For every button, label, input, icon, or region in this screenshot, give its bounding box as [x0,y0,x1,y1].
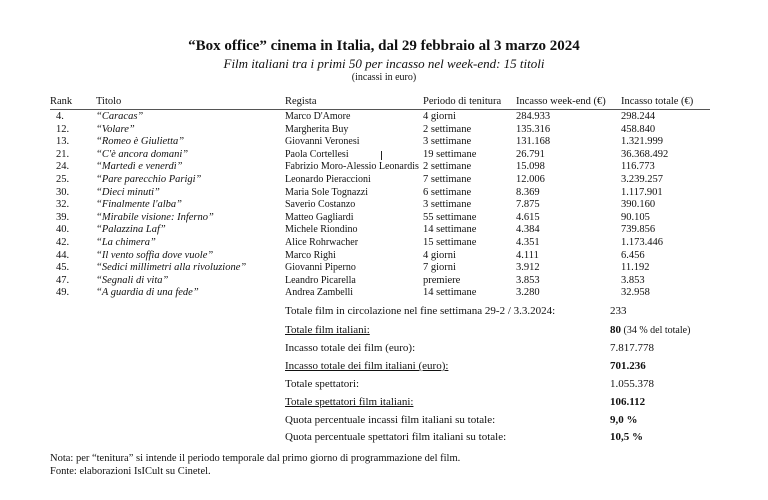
cell-period: 55 settimane [423,211,477,223]
cell-period: 3 settimane [423,199,472,211]
cell-rank: 25. [56,174,70,185]
summary-value [610,396,645,408]
summary-row [0,414,768,430]
cell-total: 1.321.999 [621,136,663,148]
table-row [0,250,768,263]
cell-period: 4 giorni [423,111,456,122]
cell-period: 6 settimane [423,186,472,198]
cell-rank: 42. [56,237,70,248]
cell-total: 3.853 [621,274,645,286]
table-row [0,124,768,137]
summary-value-extra: (34 % del totale) [621,325,691,336]
cell-period: 2 settimane [423,161,472,173]
summary-value-number: 10,5 % [610,431,643,443]
table-row [0,111,768,124]
cell-title: “Il vento soffia dove vuole” [96,249,214,261]
summary-value [610,414,638,426]
cell-total: 1.117.901 [621,186,663,198]
cell-title: “Volare” [96,123,135,135]
table-row [0,149,768,162]
summary-value [610,305,627,317]
cell-rank: 45. [56,262,70,274]
cell-director: Paola Cortellesi [285,148,349,160]
summary-row [0,360,768,376]
cell-period: 4 giorni [423,249,456,261]
cell-total: 298.244 [621,111,656,122]
row-mark [381,151,382,160]
cell-director: Matteo Gagliardi [285,211,354,223]
cell-rank: 24. [56,161,70,173]
cell-title: “Finalmente l'alba” [96,199,182,211]
cell-weekend: 26.791 [516,148,545,160]
cell-weekend: 15.098 [516,161,545,173]
cell-rank: 40. [56,224,70,236]
cell-weekend: 3.853 [516,274,540,286]
summary-row [0,342,768,358]
cell-weekend: 12.006 [516,174,545,185]
header-rule [50,109,710,110]
cell-title: “A guardia di una fede” [96,287,199,299]
cell-title: “Mirabile visione: Inferno” [96,211,214,223]
header-director: Regista [285,96,317,107]
note-text: Nota: per “tenitura” si intende il periodo temporale dal primo giorno di programmazione del film. [50,453,461,464]
cell-period: 7 giorni [423,262,456,274]
cell-title: “C'è ancora domani” [96,148,189,160]
summary-row [0,396,768,412]
table-row [0,136,768,149]
cell-title: “La chimera” [96,237,156,248]
cell-rank: 44. [56,249,70,261]
header-title: Titolo [96,96,122,107]
table-row [0,199,768,212]
summary-row [0,431,768,447]
cell-director: Giovanni Veronesi [285,136,360,148]
cell-director: Michele Riondino [285,224,358,236]
cell-director: Leandro Picarella [285,274,356,286]
cell-director: Giovanni Piperno [285,262,356,274]
table-row [0,237,768,250]
cell-total: 36.368.492 [621,148,669,160]
cell-weekend: 284.933 [516,111,551,122]
cell-period: 2 settimane [423,123,472,135]
summary-value-number: 7.817.778 [610,342,654,354]
cell-weekend: 3.280 [516,287,540,299]
cell-rank: 32. [56,199,70,211]
table-row [0,287,768,300]
table-row [0,174,768,187]
cell-total: 6.456 [621,249,645,261]
cell-director: Maria Sole Tognazzi [285,186,368,198]
summary-value [610,360,646,372]
summary-label: Incasso totale dei film (euro): [285,342,416,354]
cell-weekend: 4.615 [516,211,540,223]
table-header [0,96,768,109]
cell-title: “Romeo è Giulietta” [96,136,185,148]
summary-value-number: 701.236 [610,360,646,372]
cell-director: Saverio Costanzo [285,199,356,211]
cell-rank: 47. [56,274,70,286]
cell-weekend: 135.316 [516,123,551,135]
cell-title: “Martedì e venerdì” [96,161,183,173]
header-period: Periodo di tenitura [423,96,502,107]
table-row [0,224,768,237]
cell-weekend: 3.912 [516,262,540,274]
summary-value [610,324,690,336]
cell-title: “Caracas” [96,111,144,122]
cell-title: “Sedici millimetri alla rivoluzione” [96,262,247,274]
cell-weekend: 8.369 [516,186,540,198]
summary-value [610,431,643,443]
cell-director: Alice Rohrwacher [285,237,359,248]
cell-weekend: 131.168 [516,136,551,148]
cell-total: 3.239.257 [621,174,663,185]
cell-director: Marco Righi [285,249,336,261]
cell-total: 90.105 [621,211,650,223]
cell-total: 739.856 [621,224,656,236]
cell-director: Marco D'Amore [285,111,351,122]
summary-row [0,324,768,340]
cell-director: Margherita Buy [285,123,349,135]
cell-period: 19 settimane [423,148,477,160]
summary-value [610,342,654,354]
summary-row [0,305,768,321]
cell-director: Leonardo Pieraccioni [285,174,371,185]
document-subtitle: Film italiani tra i primi 50 per incasso nel week-end: 15 titoli [223,56,545,71]
cell-total: 390.160 [621,199,656,211]
cell-rank: 21. [56,148,70,160]
cell-period: 14 settimane [423,287,477,299]
header-rank: Rank [50,96,73,107]
unit-note: (incassi in euro) [351,72,417,83]
summary-value [610,378,654,390]
summary-value-number: 1.055.378 [610,378,654,390]
summary-value-number: 233 [610,305,627,317]
cell-rank: 30. [56,186,70,198]
table-row [0,275,768,288]
cell-rank: 4. [56,111,64,122]
cell-total: 32.958 [621,287,650,299]
cell-rank: 12. [56,123,70,135]
cell-weekend: 4.111 [516,249,539,261]
header-total: Incasso totale (€) [621,96,694,107]
summary-label: Totale film italiani: [285,324,370,336]
summary-label: Incasso totale dei film italiani (euro): [285,360,449,372]
summary-row [0,378,768,394]
cell-period: 7 settimane [423,174,472,185]
table-row [0,161,768,174]
cell-period: premiere [423,274,461,286]
summary-label: Totale spettatori: [285,378,360,390]
document-title: “Box office” cinema in Italia, dal 29 febbraio al 3 marzo 2024 [188,38,580,54]
cell-period: 15 settimane [423,237,477,248]
header-weekend: Incasso week-end (€) [516,96,606,107]
cell-weekend: 4.351 [516,237,540,248]
cell-weekend: 4.384 [516,224,540,236]
cell-director: Andrea Zambelli [285,287,354,299]
cell-rank: 39. [56,211,70,223]
notes [50,452,460,478]
cell-weekend: 7.875 [516,199,540,211]
table-row [0,187,768,200]
summary-value-number: 9,0 % [610,414,638,426]
cell-total: 1.173.446 [621,237,663,248]
table-row [0,212,768,225]
summary-label: Totale spettatori film italiani: [285,396,414,408]
summary-label: Quota percentuale spettatori film italiani su totale: [285,431,507,443]
cell-rank: 13. [56,136,70,148]
table-row [0,262,768,275]
summary-value-number: 80 [610,324,621,336]
source-text: Fonte: elaborazioni IsICult su Cinetel. [50,466,211,477]
cell-title: “Dieci minuti” [96,186,160,198]
summary-value-number: 106.112 [610,396,646,408]
cell-period: 14 settimane [423,224,477,236]
cell-title: “Palazzina Laf” [96,224,166,236]
summary-label: Quota percentuale incassi film italiani su totale: [285,414,496,426]
cell-total: 458.840 [621,123,656,135]
cell-total: 116.773 [621,161,655,173]
cell-rank: 49. [56,287,70,299]
cell-director: Fabrizio Moro-Alessio Leonardis [285,161,419,173]
cell-title: “Segnali di vita” [96,274,169,286]
summary-label: Totale film in circolazione nel fine settimana 29-2 / 3.3.2024: [285,305,556,317]
cell-title: “Pare parecchio Parigi” [96,174,202,185]
cell-period: 3 settimane [423,136,472,148]
cell-total: 11.192 [621,262,650,274]
